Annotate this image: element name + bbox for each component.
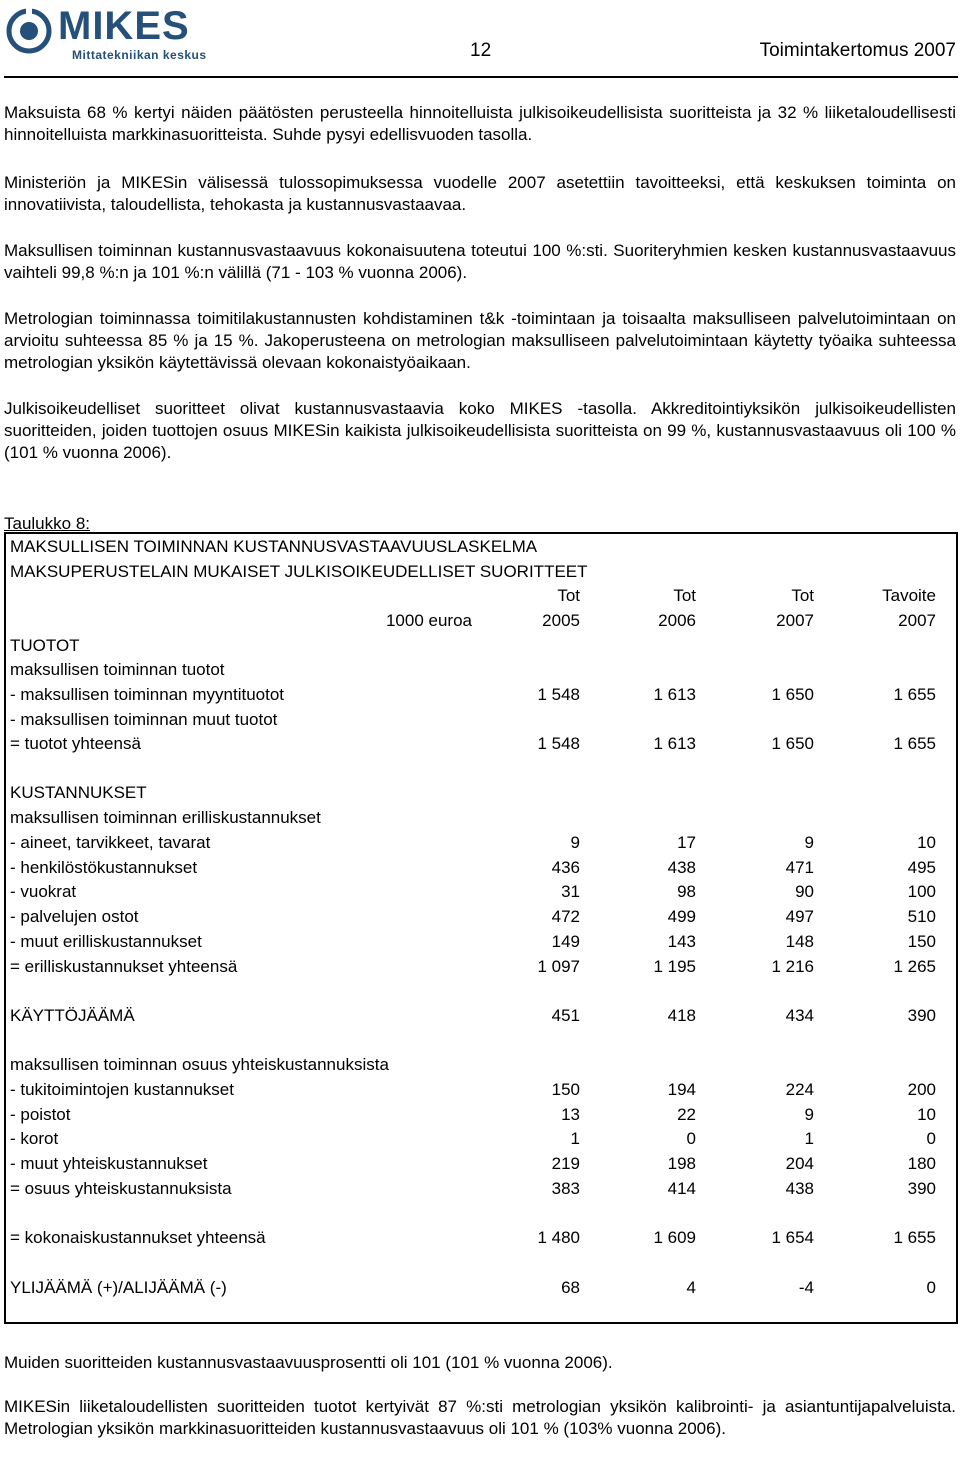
- cell-value: 180: [907, 1154, 936, 1173]
- cell-value: 390: [907, 1006, 936, 1025]
- row-label: - tukitoimintojen kustannukset: [10, 1080, 234, 1099]
- cell-value: 13: [561, 1105, 580, 1124]
- col-header-top: Tot: [791, 586, 814, 605]
- cell-value: 499: [667, 907, 696, 926]
- cell-value: 438: [667, 858, 696, 877]
- table-row: [10, 733, 950, 755]
- cell-value: 4: [686, 1278, 696, 1297]
- cell-value: 9: [804, 833, 814, 852]
- cell-value: 1 655: [893, 1228, 936, 1247]
- cell-value: 31: [561, 882, 580, 901]
- cell-value: -4: [798, 1278, 814, 1297]
- cell-value: 1 548: [537, 734, 580, 753]
- cell-value: 194: [667, 1080, 696, 1099]
- cell-value: 100: [907, 882, 936, 901]
- cell-value: 451: [551, 1006, 580, 1025]
- unit-label: 1000 euroa: [385, 611, 472, 630]
- footer-paragraph-2: MIKESin liiketaloudellisten suoritteiden tuotot kertyivät 87 %:sti metrologian yksikön kalibrointi- ja asiantuntijapalveluista. Metrologian yksikön markkinasuoritteiden kustannusvastaavuus oli 101 % (103% vuonna 2006).: [4, 1397, 956, 1438]
- row-label: = erilliskustannukset yhteensä: [10, 957, 238, 976]
- cell-value: 204: [785, 1154, 814, 1173]
- cell-value: 1 480: [537, 1228, 580, 1247]
- table-header-years: [10, 610, 950, 632]
- row-label: - poistot: [10, 1105, 71, 1124]
- table-row: [10, 1128, 950, 1150]
- page-header: [0, 0, 960, 80]
- row-label: - muut erilliskustannukset: [10, 932, 202, 951]
- col-header-year: 2006: [658, 611, 696, 630]
- logo-mark-icon: [6, 8, 52, 54]
- row-label: - muut yhteiskustannukset: [10, 1154, 208, 1173]
- cell-value: 497: [785, 907, 814, 926]
- cell-value: 434: [785, 1006, 814, 1025]
- cell-value: 436: [551, 858, 580, 877]
- cell-value: 1 265: [893, 957, 936, 976]
- footer-paragraph-1: Muiden suoritteiden kustannusvastaavuusprosentti oli 101 (101 % vuonna 2006).: [4, 1353, 613, 1372]
- cell-value: 414: [667, 1179, 696, 1198]
- logo-name: MIKES: [58, 4, 190, 48]
- cell-value: 510: [907, 907, 936, 926]
- table-row: [10, 659, 950, 681]
- table-row: [10, 931, 950, 953]
- table-row: [10, 1153, 950, 1175]
- cell-value: 198: [667, 1154, 696, 1173]
- cell-value: 10: [917, 1105, 936, 1124]
- table-row: [10, 782, 950, 804]
- cell-value: 0: [686, 1129, 696, 1148]
- row-label: = kokonaiskustannukset yhteensä: [10, 1228, 266, 1247]
- cell-value: 149: [551, 932, 580, 951]
- table-row: [10, 684, 950, 706]
- col-header-top: Tavoite: [882, 586, 936, 605]
- table-row: [10, 1104, 950, 1126]
- cell-value: 68: [561, 1278, 580, 1297]
- paragraph-4: Metrologian toiminnassa toimitilakustannusten kohdistaminen t&k -toimintaan ja toisaalta maksulliseen palvelutoimintaan on arvioitu suhteessa 85 % ja 15 %. Jakoperusteena on metrologian maksulliseen palvelutoimintaan käytetty työaika suhteessa metrologian yksikön käytettävissä olevaan kokonaistyöaikaan.: [4, 309, 956, 372]
- table-row: [10, 881, 950, 903]
- cell-value: 1: [570, 1129, 580, 1148]
- cell-value: 472: [551, 907, 580, 926]
- row-label: maksullisen toiminnan erilliskustannukset: [10, 808, 321, 827]
- cell-value: 1 613: [653, 685, 696, 704]
- cell-value: 495: [907, 858, 936, 877]
- row-label: TUOTOT: [10, 636, 80, 655]
- logo-tagline: Mittatekniikan keskus: [72, 48, 207, 62]
- table-title-1: MAKSULLISEN TOIMINNAN KUSTANNUSVASTAAVUUSLASKELMA: [10, 537, 538, 556]
- document-title: Toimintakertomus 2007: [759, 40, 956, 61]
- cell-value: 0: [926, 1129, 936, 1148]
- row-label: KÄYTTÖJÄÄMÄ: [10, 1006, 135, 1025]
- paragraph-5: Julkisoikeudelliset suoritteet olivat kustannusvastaavia koko MIKES -tasolla. Akkreditointiyksikön julkisoikeudellisten suoritteiden, joiden tuottojen osuus MIKESin kaikista julkisoikeudellisista suoritteista on 99 %, kustannusvastaavuus oli 100 % (101 % vuonna 2006).: [4, 399, 956, 462]
- cell-value: 1 097: [537, 957, 580, 976]
- cell-value: 9: [804, 1105, 814, 1124]
- row-label: - vuokrat: [10, 882, 77, 901]
- row-label: maksullisen toiminnan osuus yhteiskustannuksista: [10, 1055, 389, 1074]
- cell-value: 390: [907, 1179, 936, 1198]
- cell-value: 17: [677, 833, 696, 852]
- row-label: maksullisen toiminnan tuotot: [10, 660, 225, 679]
- cell-value: 1 609: [653, 1228, 696, 1247]
- cell-value: 418: [667, 1006, 696, 1025]
- table-title-line-1: [10, 536, 950, 558]
- cell-value: 143: [667, 932, 696, 951]
- cell-value: 1 216: [771, 957, 814, 976]
- row-label: - korot: [10, 1129, 59, 1148]
- table-row: [10, 1079, 950, 1101]
- row-label: = tuotot yhteensä: [10, 734, 141, 753]
- paragraph-2: Ministeriön ja MIKESin välisessä tulossopimuksessa vuodelle 2007 asetettiin tavoitteeksi, että keskuksen toiminta on innovatiivista, taloudellista, tehokasta ja kustannusvastaavaa.: [4, 173, 956, 214]
- cell-value: 1 195: [653, 957, 696, 976]
- page-number: 12: [470, 40, 492, 61]
- col-header-year: 2005: [542, 611, 580, 630]
- paragraph-1: Maksuista 68 % kertyi näiden päätösten perusteella hinnoitelluista julkisoikeudellisista suoritteista ja 32 % liiketaloudellisesti hinnoitelluista markkinasuoritteista. Suhde pysyi edellisvuoden tasolla.: [4, 103, 956, 144]
- cell-value: 1 655: [893, 685, 936, 704]
- cell-value: 1 654: [771, 1228, 814, 1247]
- row-label: - maksullisen toiminnan muut tuotot: [10, 710, 278, 729]
- col-header-top: Tot: [557, 586, 580, 605]
- row-label: YLIJÄÄMÄ (+)/ALIJÄÄMÄ (-): [10, 1278, 227, 1297]
- row-label: = osuus yhteiskustannuksista: [10, 1179, 232, 1198]
- mikes-logo: [6, 4, 216, 64]
- cell-value: 148: [785, 932, 814, 951]
- row-label: - aineet, tarvikkeet, tavarat: [10, 833, 211, 852]
- table-title-2: MAKSUPERUSTELAIN MUKAISET JULKISOIKEUDELLISET SUORITTEET: [10, 562, 588, 581]
- col-header-year: 2007: [776, 611, 814, 630]
- cell-value: 1 548: [537, 685, 580, 704]
- cell-value: 0: [926, 1278, 936, 1297]
- table-row: [10, 956, 950, 978]
- cell-value: 200: [907, 1080, 936, 1099]
- cell-value: 10: [917, 833, 936, 852]
- paragraph-3: Maksullisen toiminnan kustannusvastaavuus kokonaisuutena toteutui 100 %:sti. Suoriteryhmien kesken kustannusvastaavuus vaihteli 99,8 %:n ja 101 %:n välillä (71 - 103 % vuonna 2006).: [4, 241, 956, 282]
- row-label: - palvelujen ostot: [10, 907, 139, 926]
- cell-value: 438: [785, 1179, 814, 1198]
- table-row: [10, 1005, 950, 1027]
- table-row: [10, 1178, 950, 1200]
- col-header-top: Tot: [673, 586, 696, 605]
- cell-value: 22: [677, 1105, 696, 1124]
- header-divider: [4, 76, 958, 78]
- cell-value: 1: [804, 1129, 814, 1148]
- table-row: [10, 709, 950, 731]
- row-label: KUSTANNUKSET: [10, 783, 147, 802]
- table-caption: Taulukko 8:: [4, 514, 90, 533]
- col-header-year: 2007: [898, 611, 936, 630]
- cost-recovery-table: [4, 532, 958, 1324]
- cell-value: 1 650: [771, 734, 814, 753]
- table-header-top: [10, 585, 950, 607]
- table-title-line-2: [10, 561, 950, 583]
- cell-value: 150: [551, 1080, 580, 1099]
- row-label: - maksullisen toiminnan myyntituotot: [10, 685, 285, 704]
- cell-value: 150: [907, 932, 936, 951]
- row-label: - henkilöstökustannukset: [10, 858, 198, 877]
- cell-value: 224: [785, 1080, 814, 1099]
- cell-value: 1 613: [653, 734, 696, 753]
- table-row: [10, 1227, 950, 1249]
- table-row: [10, 807, 950, 829]
- cell-value: 471: [785, 858, 814, 877]
- table-row: [10, 635, 950, 657]
- cell-value: 98: [677, 882, 696, 901]
- cell-value: 9: [570, 833, 580, 852]
- cell-value: 1 650: [771, 685, 814, 704]
- table-row: [10, 857, 950, 879]
- cell-value: 219: [551, 1154, 580, 1173]
- cell-value: 383: [551, 1179, 580, 1198]
- cell-value: 1 655: [893, 734, 936, 753]
- table-row: [10, 906, 950, 928]
- table-row: [10, 832, 950, 854]
- table-row: [10, 1054, 950, 1076]
- cell-value: 90: [795, 882, 814, 901]
- table-row: [10, 1277, 950, 1299]
